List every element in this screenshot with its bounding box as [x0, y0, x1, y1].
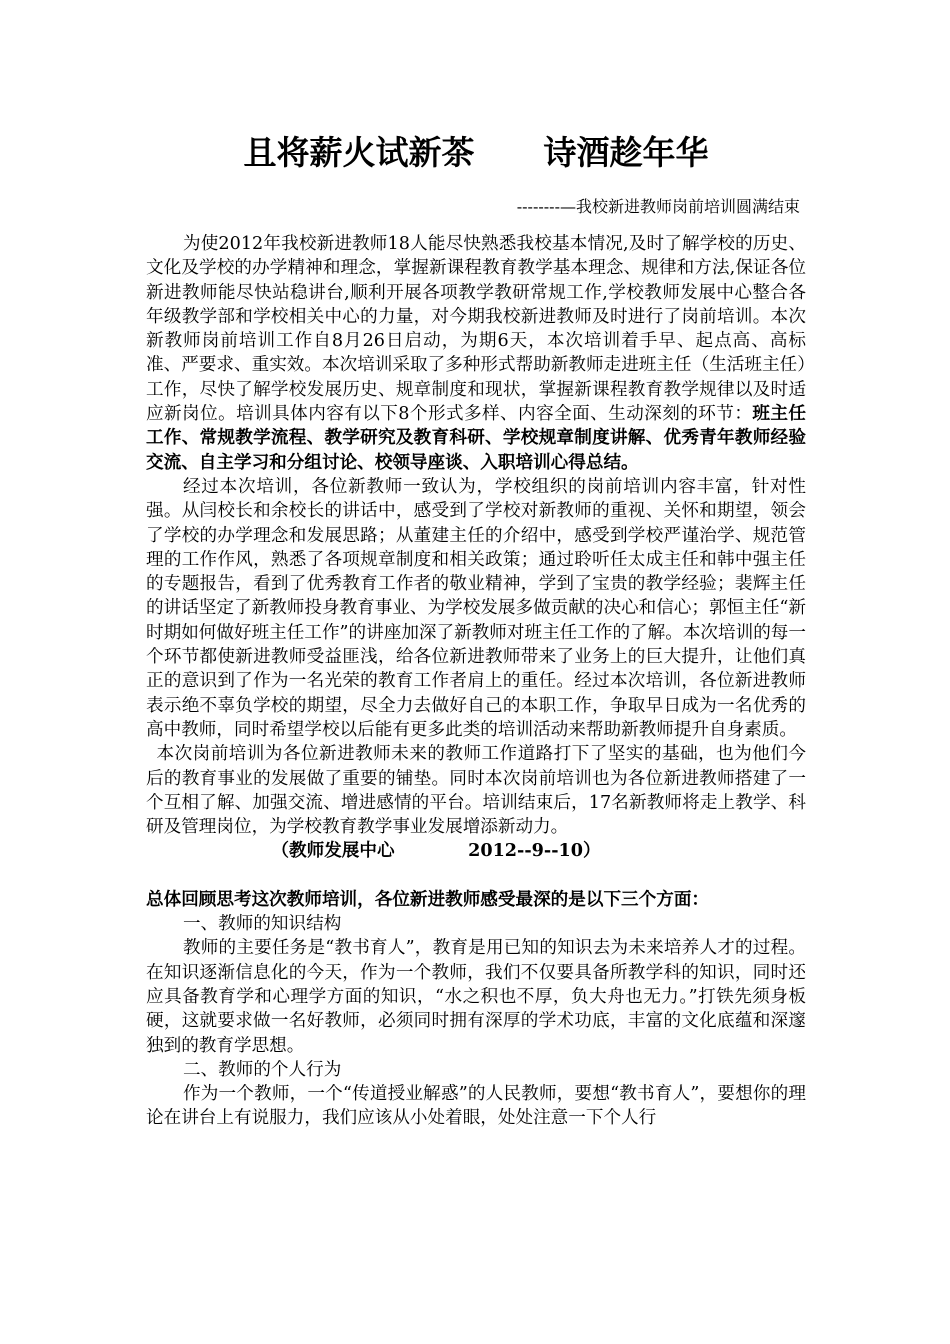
article-title: 且将薪火试新茶 诗酒趁年华	[243, 133, 709, 172]
intro-bold-list: 班主任工作、常规教学流程、教学研究及教育科研、学校规章制度讲解、优秀青年教师经验交流、自主学习和分组讨论、校领导座谈、入职培训心得总结。	[146, 403, 806, 473]
intro-text: 为使2012年我校新进教师18人能尽快熟悉我校基本情况,及时了解学校的历史、文化及学校的办学精神和理念，掌握新课程教育教学基本理念、规律和方法,保证各位新进教师能尽快站稳讲台,顺利开展各项教学教研常规工作,学校教师发展中心整合各年级教学部和学校相关中心的力量，对今期我校新进教师及时进行了岗前培训。本次新教师岗前培训工作自8月26日启动，为期6天，本次培训着手早、起点高、高标准、严要求、重实效。本次培训采取了多种形式帮助新教师走进班主任（生活班主任）工作，尽快了解学校发展历史、规章制度和现状，掌握新课程教育教学规律以及时适应新岗位。培训具体内容有以下8个形式多样、内容全面、生动深刻的环节：	[146, 234, 806, 425]
paragraph-feedback: 经过本次培训，各位新教师一致认为，学校组织的岗前培训内容丰富，针对性强。从闫校长和余校长的讲话中，感受到了学校对新教师的重视、关怀和期望，领会了学校的办学理念和发展思路；从董建主任的介绍中，感受到学校严谨治学、规范管理的工作作风，熟悉了各项规章制度和相关政策；通过聆听任太成主任和韩中强主任的专题报告，看到了优秀教育工作者的敬业精神，学到了宝贵的教学经验；裴辉主任的讲话坚定了新教师投身教育事业、为学校发展多做贡献的决心和信心；郭恒主任“新时期如何做好班主任工作”的讲座加深了新教师对班主任工作的了解。本次培训的每一个环节都使新进教师受益匪浅，给各位新进教师带来了业务上的巨大提升，让他们真正的意识到了作为一名光荣的教育工作者肩上的重任。经过本次培训，各位新进教师表示绝不辜负学校的期望，尽全力去做好自己的本职工作，争取早日成为一名优秀的高中教师，同时希望学校以后能有更多此类的培训活动来帮助新教师提升自身素质。	[146, 476, 806, 740]
section1-text: 教师的主要任务是“教书育人”，教育是用已知的知识去为未来培养人才的过程。在知识逐渐信息化的今天，作为一个教师，我们不仅要具备所教学科的知识，同时还应具备教育学和心理学方面的知识，“水之积也不厚，负大舟也无力。”打铁先须身板硬，这就要求做一名好教师，必须同时拥有深厚的学术功底，丰富的文化底蕴和深邃独到的教育学思想。	[146, 938, 806, 1056]
article-subtitle: --------—我校新进教师岗前培训圆满结束	[516, 197, 800, 216]
paragraph-conclusion: 本次岗前培训为各位新进教师未来的教师工作道路打下了坚实的基础，也为他们今后的教育事业的发展做了重要的铺垫。同时本次岗前培训也为各位新进教师搭建了一个互相了解、加强交流、增进感情的平台。培训结束后，17名新教师将走上教学、科研及管理岗位，为学校教育教学事业发展增添新动力。	[146, 744, 806, 838]
signature-line: （教师发展中心 2012--9--10）	[271, 840, 601, 862]
section1-title: 一、教师的知识结构	[182, 914, 342, 935]
article-body	[146, 232, 806, 1131]
section2-title: 二、教师的个人行为	[182, 1059, 342, 1080]
paragraph-intro	[146, 232, 806, 475]
section2-text: 作为一个教师，一个“传道授业解惑”的人民教师，要想“教书育人”，要想你的理论在讲台上有说服力，我们应该从小处着眼，处处注意一下个人行	[146, 1084, 806, 1129]
summary-heading: 总体回顾思考这次教师培训，各位新进教师感受最深的是以下三个方面：	[146, 888, 710, 910]
blank-line	[146, 864, 806, 888]
